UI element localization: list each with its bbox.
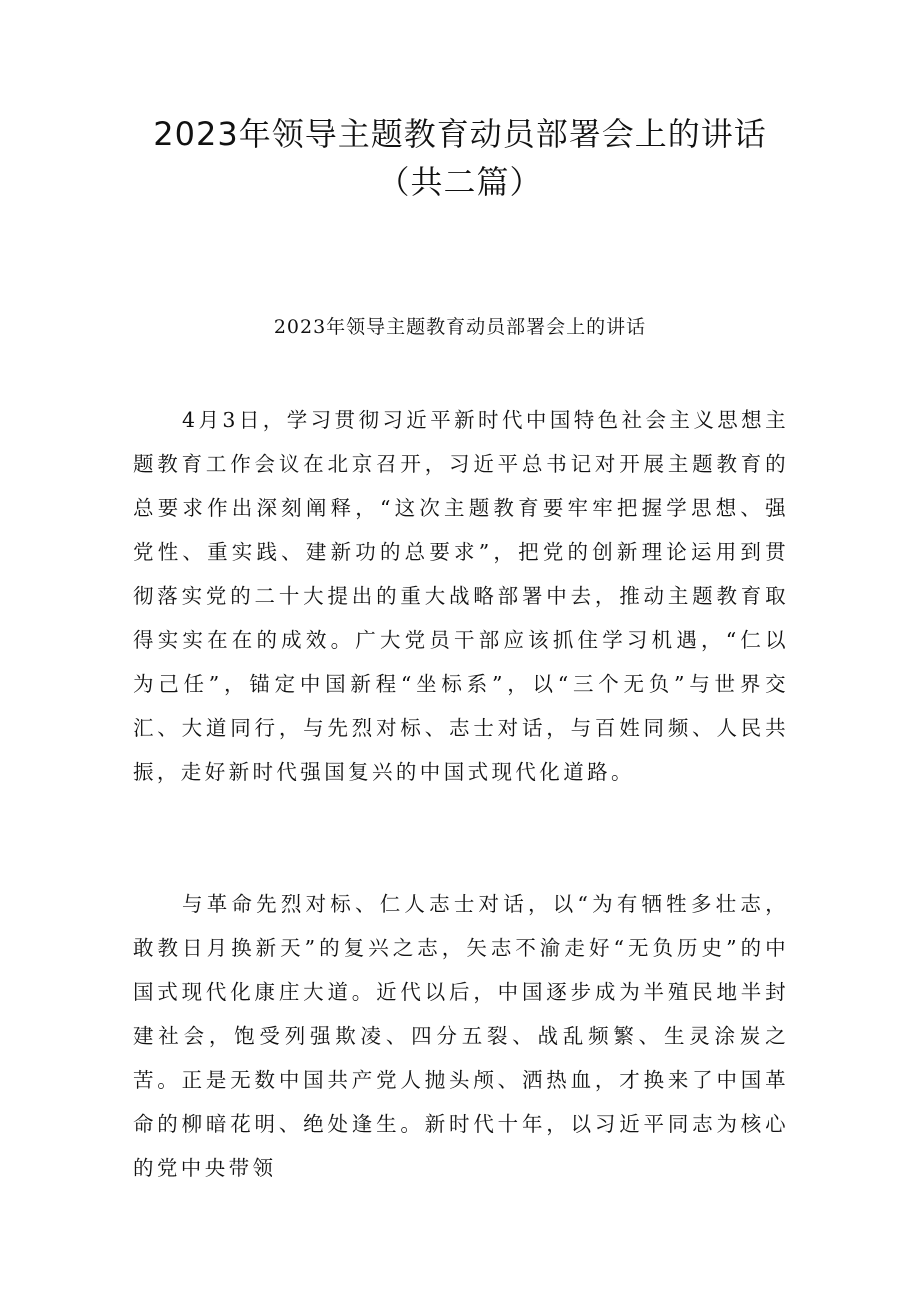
body-paragraph-2: 与革命先烈对标、仁人志士对话，以“为有牺牲多壮志，敢教日月换新天”的复兴之志，矢志不渝走好“无负历史”的中国式现代化康庄大道。近代以后，中国逐步成为半殖民地半封建社会，饱受列强欺凌、四分五裂、战乱频繁、生灵涂炭之苦。正是无数中国共产党人抛头颅、洒热血，才换来了中国革命的柳暗花明、绝处逢生。新时代十年，以习近平同志为核心的党中央带领 — [133, 892, 789, 1180]
document-title-count: （共二篇） — [377, 163, 543, 201]
section-heading: 2023年领导主题教育动员部署会上的讲话 — [273, 316, 647, 338]
document-title: 2023年领导主题教育动员部署会上的讲话 — [153, 115, 767, 153]
body-paragraph-1: 4月3日，学习贯彻习近平新时代中国特色社会主义思想主题教育工作会议在北京召开，习近平总书记对开展主题教育的总要求作出深刻阐释，“这次主题教育要牢牢把握学思想、强党性、重实践、建新功的总要求”，把党的创新理论运用到贯彻落实党的二十大提出的重大战略部署中去，推动主题教育取得实实在在的成效。广大党员干部应该抓住学习机遇，“仁以为己任”，锚定中国新程“坐标系”，以“三个无负”与世界交汇、大道同行，与先烈对标、志士对话，与百姓同频、人民共振，走好新时代强国复兴的中国式现代化道路。 — [133, 408, 789, 784]
